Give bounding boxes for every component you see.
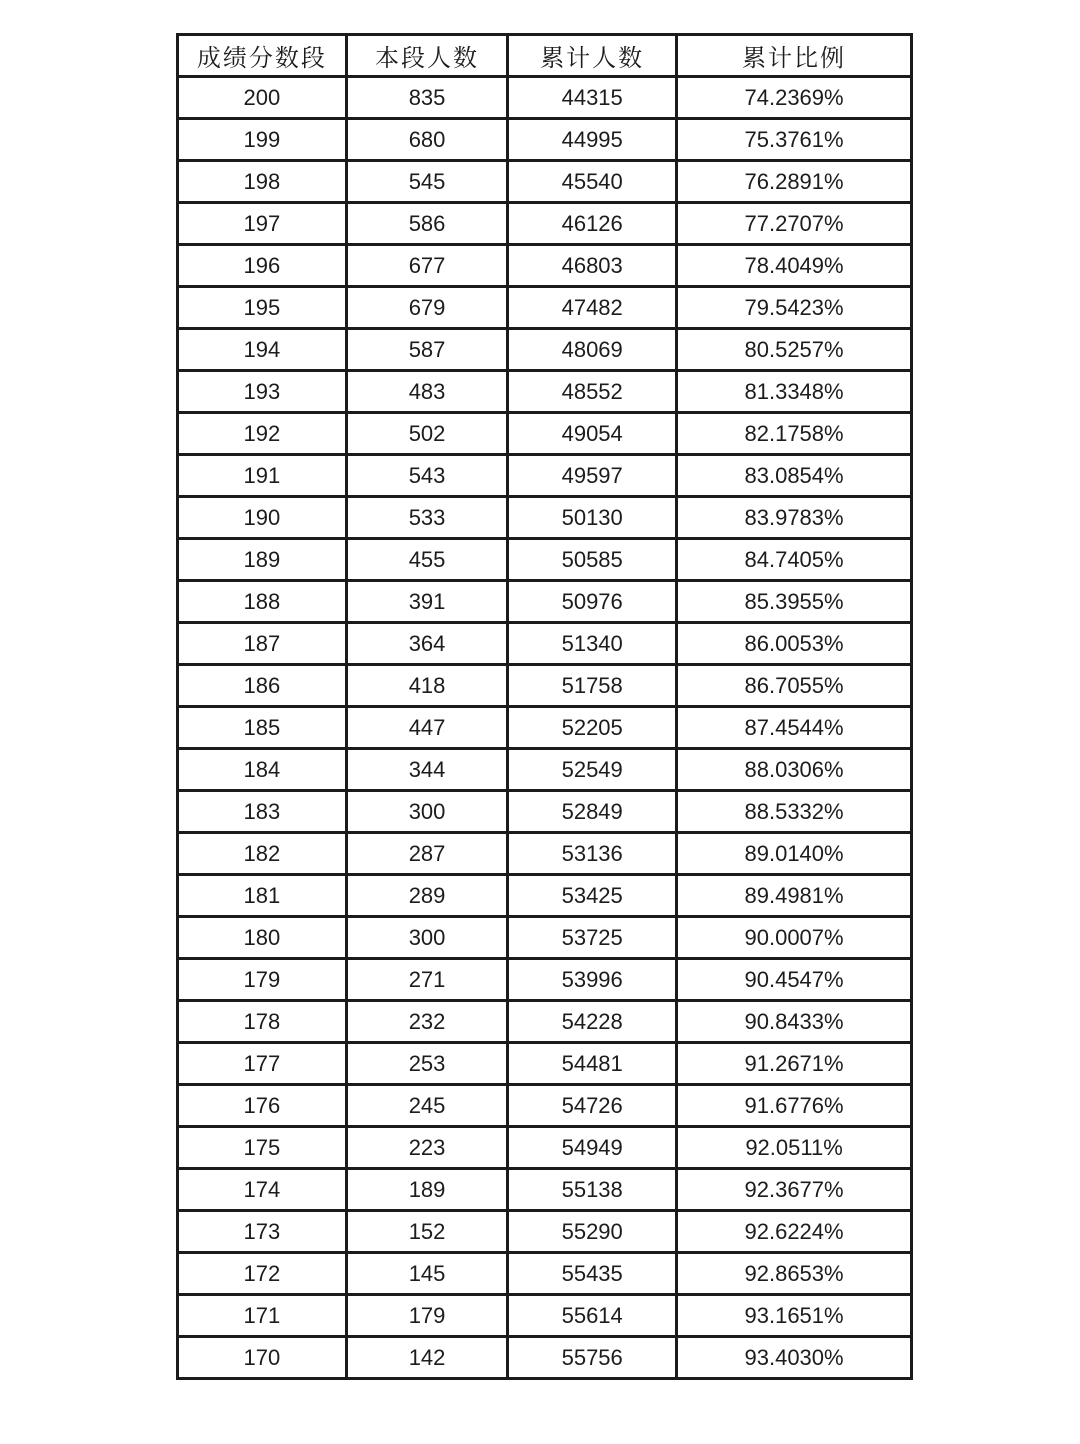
cell-cumulative-ratio: 83.0854% [677, 455, 912, 497]
table-row [178, 119, 912, 161]
cell-cumulative-count: 50130 [508, 497, 677, 539]
cell-segment-count: 502 [346, 413, 507, 455]
table-row [178, 623, 912, 665]
table-row [178, 1211, 912, 1253]
table-row [178, 77, 912, 119]
cell-cumulative-count: 55756 [508, 1337, 677, 1379]
table-row [178, 581, 912, 623]
cell-cumulative-ratio: 77.2707% [677, 203, 912, 245]
cell-segment-count: 533 [346, 497, 507, 539]
cell-cumulative-ratio: 83.9783% [677, 497, 912, 539]
cell-score-segment: 193 [178, 371, 347, 413]
cell-cumulative-count: 53725 [508, 917, 677, 959]
table-row [178, 1001, 912, 1043]
table-row [178, 371, 912, 413]
cell-cumulative-ratio: 90.0007% [677, 917, 912, 959]
header-cumulative-count: 累计人数 [508, 35, 677, 77]
cell-segment-count: 677 [346, 245, 507, 287]
header-segment-count: 本段人数 [346, 35, 507, 77]
cell-segment-count: 142 [346, 1337, 507, 1379]
cell-cumulative-ratio: 89.4981% [677, 875, 912, 917]
cell-cumulative-count: 44995 [508, 119, 677, 161]
cell-segment-count: 271 [346, 959, 507, 1001]
cell-cumulative-ratio: 79.5423% [677, 287, 912, 329]
cell-score-segment: 197 [178, 203, 347, 245]
cell-segment-count: 189 [346, 1169, 507, 1211]
cell-cumulative-ratio: 82.1758% [677, 413, 912, 455]
cell-segment-count: 232 [346, 1001, 507, 1043]
table-body [178, 77, 912, 1379]
cell-cumulative-ratio: 85.3955% [677, 581, 912, 623]
cell-cumulative-ratio: 78.4049% [677, 245, 912, 287]
cell-segment-count: 145 [346, 1253, 507, 1295]
cell-segment-count: 344 [346, 749, 507, 791]
cell-cumulative-ratio: 92.3677% [677, 1169, 912, 1211]
table-row [178, 875, 912, 917]
cell-score-segment: 198 [178, 161, 347, 203]
cell-segment-count: 300 [346, 791, 507, 833]
cell-segment-count: 483 [346, 371, 507, 413]
cell-cumulative-ratio: 81.3348% [677, 371, 912, 413]
table-row [178, 413, 912, 455]
cell-segment-count: 680 [346, 119, 507, 161]
cell-score-segment: 189 [178, 539, 347, 581]
cell-cumulative-count: 55138 [508, 1169, 677, 1211]
table-row [178, 665, 912, 707]
cell-score-segment: 196 [178, 245, 347, 287]
cell-score-segment: 187 [178, 623, 347, 665]
cell-cumulative-count: 55435 [508, 1253, 677, 1295]
cell-score-segment: 183 [178, 791, 347, 833]
cell-score-segment: 178 [178, 1001, 347, 1043]
cell-score-segment: 195 [178, 287, 347, 329]
table-row [178, 497, 912, 539]
cell-cumulative-count: 48069 [508, 329, 677, 371]
table-row [178, 959, 912, 1001]
table-row [178, 539, 912, 581]
cell-score-segment: 177 [178, 1043, 347, 1085]
table-row [178, 917, 912, 959]
cell-cumulative-count: 53996 [508, 959, 677, 1001]
cell-score-segment: 180 [178, 917, 347, 959]
table-row [178, 707, 912, 749]
cell-cumulative-count: 48552 [508, 371, 677, 413]
cell-cumulative-ratio: 86.0053% [677, 623, 912, 665]
cell-score-segment: 174 [178, 1169, 347, 1211]
table-row [178, 1337, 912, 1379]
cell-segment-count: 223 [346, 1127, 507, 1169]
cell-cumulative-count: 51340 [508, 623, 677, 665]
score-distribution-table [176, 33, 913, 1380]
cell-cumulative-ratio: 75.3761% [677, 119, 912, 161]
cell-segment-count: 179 [346, 1295, 507, 1337]
cell-cumulative-ratio: 93.4030% [677, 1337, 912, 1379]
table-row [178, 329, 912, 371]
cell-score-segment: 194 [178, 329, 347, 371]
cell-cumulative-count: 55290 [508, 1211, 677, 1253]
cell-score-segment: 186 [178, 665, 347, 707]
cell-cumulative-count: 54228 [508, 1001, 677, 1043]
table-row [178, 287, 912, 329]
cell-cumulative-ratio: 90.4547% [677, 959, 912, 1001]
table-row [178, 245, 912, 287]
cell-cumulative-count: 49054 [508, 413, 677, 455]
table-row [178, 455, 912, 497]
cell-segment-count: 586 [346, 203, 507, 245]
cell-cumulative-count: 55614 [508, 1295, 677, 1337]
cell-cumulative-count: 53136 [508, 833, 677, 875]
cell-cumulative-count: 52549 [508, 749, 677, 791]
header-cumulative-ratio: 累计比例 [677, 35, 912, 77]
cell-segment-count: 300 [346, 917, 507, 959]
cell-cumulative-ratio: 86.7055% [677, 665, 912, 707]
cell-segment-count: 152 [346, 1211, 507, 1253]
cell-segment-count: 679 [346, 287, 507, 329]
cell-cumulative-count: 54949 [508, 1127, 677, 1169]
table-row [178, 161, 912, 203]
cell-cumulative-count: 46803 [508, 245, 677, 287]
table-row [178, 203, 912, 245]
table-row [178, 1085, 912, 1127]
cell-score-segment: 182 [178, 833, 347, 875]
cell-cumulative-ratio: 92.8653% [677, 1253, 912, 1295]
cell-score-segment: 176 [178, 1085, 347, 1127]
cell-cumulative-count: 46126 [508, 203, 677, 245]
table-row [178, 749, 912, 791]
cell-cumulative-count: 47482 [508, 287, 677, 329]
cell-segment-count: 364 [346, 623, 507, 665]
cell-score-segment: 192 [178, 413, 347, 455]
cell-cumulative-ratio: 76.2891% [677, 161, 912, 203]
cell-cumulative-ratio: 89.0140% [677, 833, 912, 875]
cell-score-segment: 181 [178, 875, 347, 917]
cell-score-segment: 190 [178, 497, 347, 539]
cell-score-segment: 172 [178, 1253, 347, 1295]
cell-segment-count: 835 [346, 77, 507, 119]
table-row [178, 1295, 912, 1337]
table-row [178, 1253, 912, 1295]
cell-cumulative-ratio: 87.4544% [677, 707, 912, 749]
header-score-segment: 成绩分数段 [178, 35, 347, 77]
cell-cumulative-count: 49597 [508, 455, 677, 497]
cell-cumulative-ratio: 84.7405% [677, 539, 912, 581]
cell-cumulative-ratio: 93.1651% [677, 1295, 912, 1337]
cell-segment-count: 447 [346, 707, 507, 749]
cell-score-segment: 171 [178, 1295, 347, 1337]
cell-cumulative-count: 52205 [508, 707, 677, 749]
cell-score-segment: 184 [178, 749, 347, 791]
table-row [178, 1169, 912, 1211]
cell-cumulative-count: 53425 [508, 875, 677, 917]
cell-segment-count: 245 [346, 1085, 507, 1127]
cell-score-segment: 191 [178, 455, 347, 497]
cell-cumulative-ratio: 74.2369% [677, 77, 912, 119]
cell-cumulative-ratio: 80.5257% [677, 329, 912, 371]
cell-cumulative-count: 50976 [508, 581, 677, 623]
cell-score-segment: 185 [178, 707, 347, 749]
cell-score-segment: 173 [178, 1211, 347, 1253]
cell-segment-count: 289 [346, 875, 507, 917]
cell-segment-count: 418 [346, 665, 507, 707]
cell-cumulative-ratio: 88.5332% [677, 791, 912, 833]
cell-cumulative-ratio: 88.0306% [677, 749, 912, 791]
table-row [178, 833, 912, 875]
cell-segment-count: 253 [346, 1043, 507, 1085]
cell-cumulative-count: 44315 [508, 77, 677, 119]
cell-cumulative-count: 51758 [508, 665, 677, 707]
table-row [178, 1043, 912, 1085]
cell-cumulative-ratio: 91.6776% [677, 1085, 912, 1127]
cell-cumulative-count: 54726 [508, 1085, 677, 1127]
cell-score-segment: 175 [178, 1127, 347, 1169]
cell-cumulative-ratio: 92.6224% [677, 1211, 912, 1253]
table-row [178, 1127, 912, 1169]
table-header-row [178, 35, 912, 77]
cell-cumulative-ratio: 91.2671% [677, 1043, 912, 1085]
cell-segment-count: 545 [346, 161, 507, 203]
cell-cumulative-count: 54481 [508, 1043, 677, 1085]
cell-score-segment: 199 [178, 119, 347, 161]
cell-score-segment: 170 [178, 1337, 347, 1379]
cell-segment-count: 287 [346, 833, 507, 875]
cell-score-segment: 200 [178, 77, 347, 119]
cell-cumulative-count: 50585 [508, 539, 677, 581]
cell-score-segment: 188 [178, 581, 347, 623]
cell-segment-count: 455 [346, 539, 507, 581]
cell-score-segment: 179 [178, 959, 347, 1001]
cell-segment-count: 587 [346, 329, 507, 371]
cell-cumulative-ratio: 92.0511% [677, 1127, 912, 1169]
cell-cumulative-count: 45540 [508, 161, 677, 203]
cell-segment-count: 543 [346, 455, 507, 497]
cell-cumulative-ratio: 90.8433% [677, 1001, 912, 1043]
cell-segment-count: 391 [346, 581, 507, 623]
cell-cumulative-count: 52849 [508, 791, 677, 833]
table-row [178, 791, 912, 833]
